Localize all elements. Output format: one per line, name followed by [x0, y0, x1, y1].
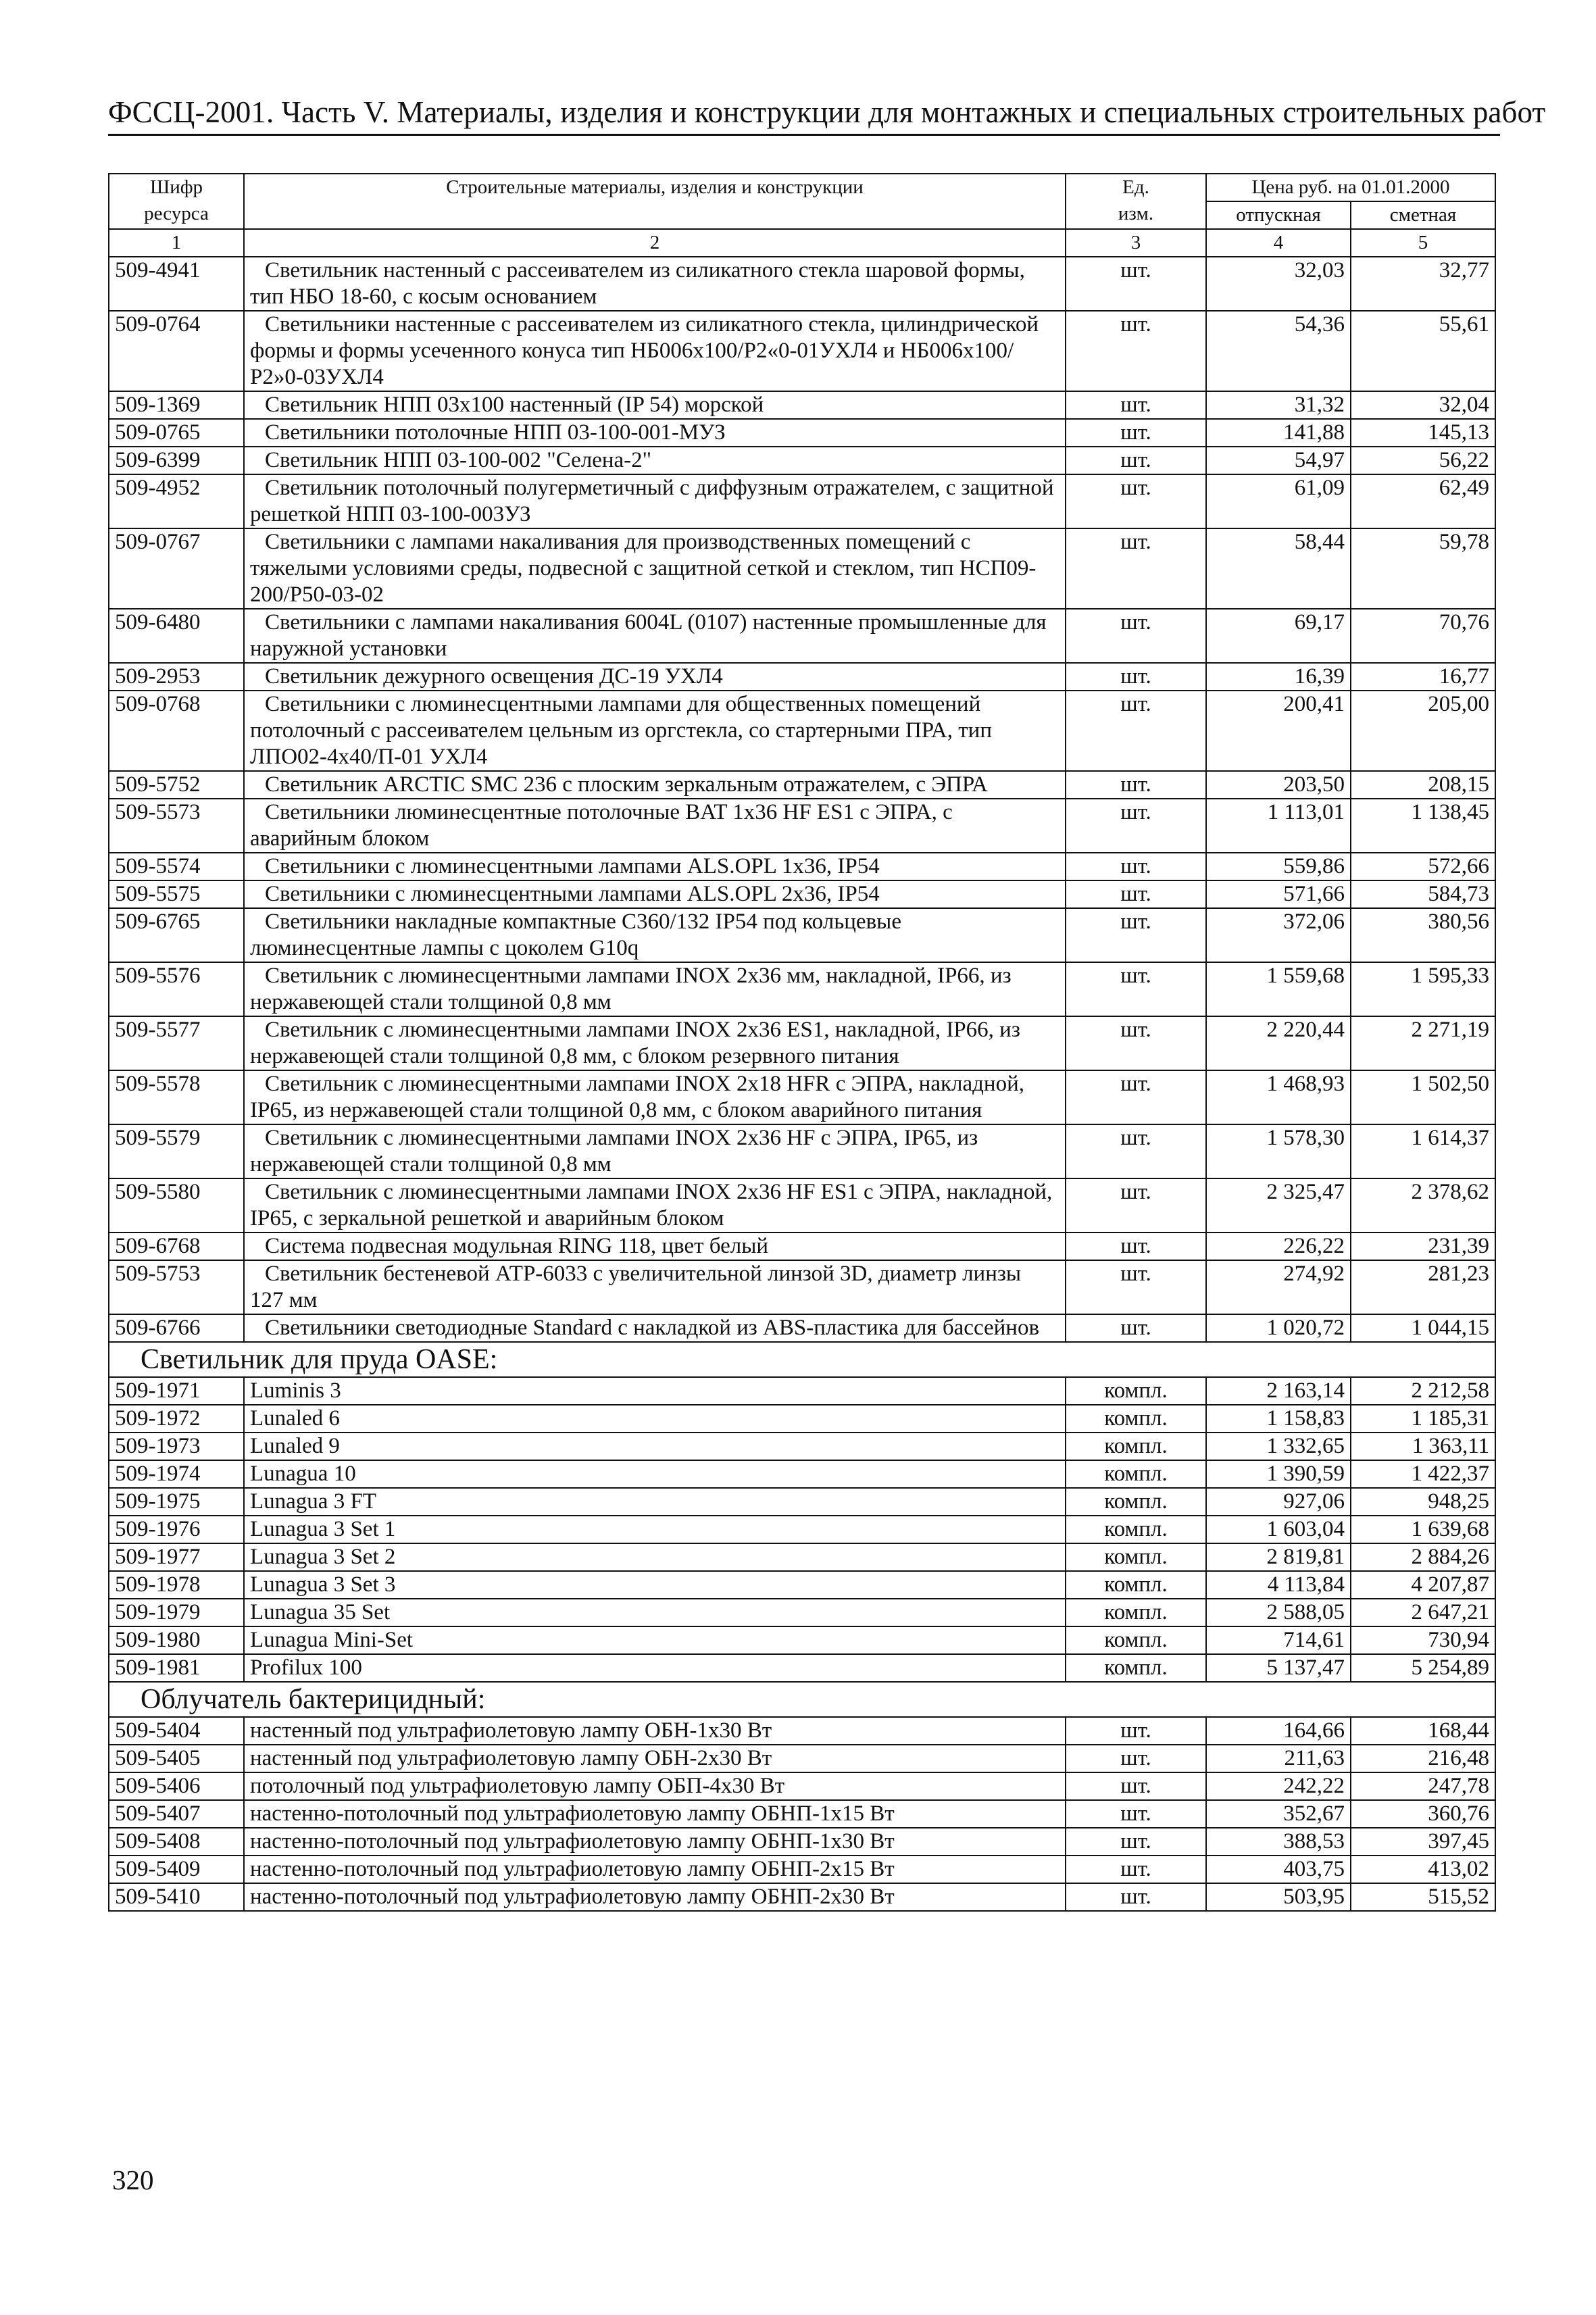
page-number: 320	[112, 2164, 154, 2195]
unit-cell: шт.	[1066, 962, 1206, 1016]
header-unit-label: изм.	[1118, 203, 1154, 224]
release-price-cell: 2 325,47	[1206, 1178, 1351, 1233]
release-price-cell: 1 020,72	[1206, 1314, 1351, 1342]
resource-code-cell: 509-4941	[109, 257, 244, 311]
header-code-label: ресурса	[144, 203, 209, 224]
estimate-price-cell: 56,22	[1351, 447, 1495, 474]
table-row	[109, 1828, 1495, 1856]
unit-cell: компл.	[1066, 1654, 1206, 1682]
material-name-cell: Светильник с люминесцентными лампами INOX 2х36 HF ES1 с ЭПРА, накладной, IP65, с зеркальной решеткой и аварийным блоком	[244, 1178, 1066, 1233]
release-price-cell: 16,39	[1206, 663, 1351, 691]
release-price-cell: 31,32	[1206, 391, 1351, 419]
estimate-price-cell: 380,56	[1351, 908, 1495, 962]
resource-code-cell: 509-6766	[109, 1314, 244, 1342]
table-row	[109, 691, 1495, 771]
material-name-cell: Светильник ARCTIC SMC 236 с плоским зеркальным отражателем, с ЭПРА	[244, 771, 1066, 799]
unit-cell: шт.	[1066, 1233, 1206, 1260]
release-price-cell: 242,22	[1206, 1772, 1351, 1800]
column-number: 4	[1206, 229, 1351, 257]
release-price-cell: 1 390,59	[1206, 1460, 1351, 1488]
price-table	[108, 173, 1496, 1912]
resource-code-cell: 509-5405	[109, 1745, 244, 1772]
estimate-price-cell: 397,45	[1351, 1828, 1495, 1856]
estimate-price-cell: 205,00	[1351, 691, 1495, 771]
resource-code-cell: 509-5576	[109, 962, 244, 1016]
release-price-cell: 1 113,01	[1206, 799, 1351, 853]
resource-code-cell: 509-1975	[109, 1488, 244, 1516]
material-name-cell: Светильник с люминесцентными лампами INOX 2х36 ES1, накладной, IP66, из нержавеющей стали толщиной 0,8 мм, с блоком резервного питания	[244, 1016, 1066, 1070]
table-row	[109, 1717, 1495, 1745]
resource-code-cell: 509-5574	[109, 853, 244, 880]
estimate-price-cell: 1 502,50	[1351, 1070, 1495, 1124]
table-row	[109, 311, 1495, 391]
unit-cell: шт.	[1066, 391, 1206, 419]
resource-code-cell: 509-5578	[109, 1070, 244, 1124]
unit-cell: шт.	[1066, 663, 1206, 691]
resource-code-cell: 509-0765	[109, 419, 244, 447]
unit-cell: компл.	[1066, 1599, 1206, 1626]
material-name-cell: настенный под ультрафиолетовую лампу ОБН-1х30 Вт	[244, 1717, 1066, 1745]
unit-cell: компл.	[1066, 1377, 1206, 1405]
resource-code-cell: 509-5753	[109, 1260, 244, 1314]
material-name-cell: Profilux 100	[244, 1654, 1066, 1682]
resource-code-cell: 509-0768	[109, 691, 244, 771]
unit-cell: шт.	[1066, 799, 1206, 853]
material-name-cell: Светильники потолочные НПП 03-100-001-МУЗ	[244, 419, 1066, 447]
table-row	[109, 609, 1495, 663]
release-price-cell: 274,92	[1206, 1260, 1351, 1314]
estimate-price-cell: 2 271,19	[1351, 1016, 1495, 1070]
unit-cell: компл.	[1066, 1571, 1206, 1599]
estimate-price-cell: 16,77	[1351, 663, 1495, 691]
resource-code-cell: 509-0767	[109, 528, 244, 609]
estimate-price-cell: 572,66	[1351, 853, 1495, 880]
resource-code-cell: 509-5579	[109, 1124, 244, 1178]
resource-code-cell: 509-1980	[109, 1626, 244, 1654]
release-price-cell: 2 588,05	[1206, 1599, 1351, 1626]
resource-code-cell: 509-5752	[109, 771, 244, 799]
unit-cell: шт.	[1066, 1314, 1206, 1342]
resource-code-cell: 509-1974	[109, 1460, 244, 1488]
release-price-cell: 559,86	[1206, 853, 1351, 880]
resource-code-cell: 509-5404	[109, 1717, 244, 1745]
table-row	[109, 1745, 1495, 1772]
section-row	[109, 1342, 1495, 1377]
material-name-cell: Светильник потолочный полугерметичный с диффузным отражателем, с защитной решеткой НПП 03-100-003УЗ	[244, 474, 1066, 528]
release-price-cell: 2 819,81	[1206, 1543, 1351, 1571]
estimate-price-cell: 413,02	[1351, 1856, 1495, 1883]
table-row	[109, 1070, 1495, 1124]
resource-code-cell: 509-1971	[109, 1377, 244, 1405]
release-price-cell: 927,06	[1206, 1488, 1351, 1516]
estimate-price-cell: 1 614,37	[1351, 1124, 1495, 1178]
estimate-price-cell: 59,78	[1351, 528, 1495, 609]
table-row	[109, 1433, 1495, 1460]
material-name-cell: настенно-потолочный под ультрафиолетовую лампу ОБНП-2х15 Вт	[244, 1856, 1066, 1883]
release-price-cell: 69,17	[1206, 609, 1351, 663]
material-name-cell: Светильник настенный с рассеивателем из силикатного стекла шаровой формы, тип НБО 18-60, с косым основанием	[244, 257, 1066, 311]
estimate-price-cell: 2 884,26	[1351, 1543, 1495, 1571]
table-row	[109, 1460, 1495, 1488]
unit-cell: шт.	[1066, 474, 1206, 528]
estimate-price-cell: 168,44	[1351, 1717, 1495, 1745]
material-name-cell: Светильник с люминесцентными лампами INOX 2х18 HFR с ЭПРА, накладной, IP65, из нержавеющей стали толщиной 0,8 мм, с блоком аварийного питания	[244, 1070, 1066, 1124]
table-row	[109, 528, 1495, 609]
table-row	[109, 1856, 1495, 1883]
table-row	[109, 771, 1495, 799]
resource-code-cell: 509-5409	[109, 1856, 244, 1883]
material-name-cell: Lunaled 9	[244, 1433, 1066, 1460]
release-price-cell: 1 158,83	[1206, 1405, 1351, 1433]
estimate-price-cell: 2 647,21	[1351, 1599, 1495, 1626]
resource-code-cell: 509-6768	[109, 1233, 244, 1260]
table-row	[109, 1883, 1495, 1911]
release-price-cell: 1 332,65	[1206, 1433, 1351, 1460]
release-price-cell: 4 113,84	[1206, 1571, 1351, 1599]
release-price-cell: 203,50	[1206, 771, 1351, 799]
unit-cell: компл.	[1066, 1488, 1206, 1516]
material-name-cell: Lunagua 3 Set 2	[244, 1543, 1066, 1571]
release-price-cell: 1 603,04	[1206, 1516, 1351, 1543]
estimate-price-cell: 1 422,37	[1351, 1460, 1495, 1488]
table-row	[109, 391, 1495, 419]
table-row	[109, 908, 1495, 962]
material-name-cell: настенно-потолочный под ультрафиолетовую лампу ОБНП-1х30 Вт	[244, 1828, 1066, 1856]
estimate-price-cell: 4 207,87	[1351, 1571, 1495, 1599]
release-price-cell: 200,41	[1206, 691, 1351, 771]
unit-cell: шт.	[1066, 1178, 1206, 1233]
unit-cell: шт.	[1066, 1717, 1206, 1745]
table-row	[109, 1016, 1495, 1070]
estimate-price-cell: 1 363,11	[1351, 1433, 1495, 1460]
material-name-cell: Светильники светодиодные Standard с накладкой из ABS-пластика для бассейнов	[244, 1314, 1066, 1342]
release-price-cell: 2 220,44	[1206, 1016, 1351, 1070]
material-name-cell: Светильники с лампами накаливания 6004L (0107) настенные промышленные для наружной установки	[244, 609, 1066, 663]
unit-cell: шт.	[1066, 1745, 1206, 1772]
release-price-cell: 1 559,68	[1206, 962, 1351, 1016]
section-title: Облучатель бактерицидный:	[109, 1682, 1495, 1717]
release-price-cell: 226,22	[1206, 1233, 1351, 1260]
resource-code-cell: 509-1981	[109, 1654, 244, 1682]
table-row	[109, 880, 1495, 908]
resource-code-cell: 509-0764	[109, 311, 244, 391]
material-name-cell: Светильник дежурного освещения ДС-19 УХЛ4	[244, 663, 1066, 691]
estimate-price-cell: 584,73	[1351, 880, 1495, 908]
table-row	[109, 1571, 1495, 1599]
release-price-cell: 1 468,93	[1206, 1070, 1351, 1124]
estimate-price-cell: 1 595,33	[1351, 962, 1495, 1016]
table-row	[109, 663, 1495, 691]
release-price-cell: 211,63	[1206, 1745, 1351, 1772]
table-row	[109, 1314, 1495, 1342]
estimate-price-cell: 1 639,68	[1351, 1516, 1495, 1543]
estimate-price-cell: 360,76	[1351, 1800, 1495, 1828]
header-price-cell: Цена руб. на 01.01.2000	[1206, 174, 1495, 201]
release-price-cell: 403,75	[1206, 1856, 1351, 1883]
unit-cell: компл.	[1066, 1460, 1206, 1488]
unit-cell: шт.	[1066, 1856, 1206, 1883]
material-name-cell: Светильники с лампами накаливания для производственных помещений с тяжелыми условиями среды, подвесной с защитной сеткой и стеклом, тип НСП09-200/Р50-03-02	[244, 528, 1066, 609]
unit-cell: шт.	[1066, 419, 1206, 447]
estimate-price-cell: 62,49	[1351, 474, 1495, 528]
estimate-price-cell: 55,61	[1351, 311, 1495, 391]
table-row	[109, 1260, 1495, 1314]
resource-code-cell: 509-1977	[109, 1543, 244, 1571]
resource-code-cell: 509-1979	[109, 1599, 244, 1626]
unit-cell: шт.	[1066, 1070, 1206, 1124]
release-price-cell: 352,67	[1206, 1800, 1351, 1828]
estimate-price-cell: 1 044,15	[1351, 1314, 1495, 1342]
material-name-cell: Светильники накладные компактные С360/132 IP54 под кольцевые люминесцентные лампы с цоколем G10q	[244, 908, 1066, 962]
resource-code-cell: 509-1978	[109, 1571, 244, 1599]
table-row	[109, 853, 1495, 880]
unit-cell: шт.	[1066, 311, 1206, 391]
material-name-cell: Lunagua 3 FT	[244, 1488, 1066, 1516]
unit-cell: шт.	[1066, 691, 1206, 771]
table-row	[109, 799, 1495, 853]
unit-cell: шт.	[1066, 1016, 1206, 1070]
page-header: ФССЦ-2001. Часть V. Материалы, изделия и конструкции для монтажных и специальных строительных работ	[108, 93, 1500, 136]
table-row	[109, 1516, 1495, 1543]
header-unit-label: Ед.	[1122, 176, 1149, 198]
estimate-price-cell: 1 185,31	[1351, 1405, 1495, 1433]
release-price-cell: 2 163,14	[1206, 1377, 1351, 1405]
estimate-price-cell: 515,52	[1351, 1883, 1495, 1911]
header-name-cell: Строительные материалы, изделия и конструкции	[244, 174, 1066, 229]
unit-cell: шт.	[1066, 880, 1206, 908]
resource-code-cell: 509-5580	[109, 1178, 244, 1233]
resource-code-cell: 509-1972	[109, 1405, 244, 1433]
table-row	[109, 1654, 1495, 1682]
table-row	[109, 1377, 1495, 1405]
estimate-price-cell: 730,94	[1351, 1626, 1495, 1654]
resource-code-cell: 509-5407	[109, 1800, 244, 1828]
release-price-cell: 503,95	[1206, 1883, 1351, 1911]
material-name-cell: Светильник с люминесцентными лампами INOX 2х36 HF с ЭПРА, IP65, из нержавеющей стали толщиной 0,8 мм	[244, 1124, 1066, 1178]
table-row	[109, 1405, 1495, 1433]
resource-code-cell: 509-5577	[109, 1016, 244, 1070]
table-row	[109, 1800, 1495, 1828]
header-code-cell	[109, 174, 244, 229]
resource-code-cell: 509-5410	[109, 1883, 244, 1911]
unit-cell: шт.	[1066, 528, 1206, 609]
table-row	[109, 962, 1495, 1016]
column-number-row	[109, 229, 1495, 257]
release-price-cell: 1 578,30	[1206, 1124, 1351, 1178]
resource-code-cell: 509-6399	[109, 447, 244, 474]
table-row	[109, 1178, 1495, 1233]
release-price-cell: 388,53	[1206, 1828, 1351, 1856]
estimate-price-cell: 5 254,89	[1351, 1654, 1495, 1682]
release-price-cell: 714,61	[1206, 1626, 1351, 1654]
column-number: 3	[1066, 229, 1206, 257]
unit-cell: шт.	[1066, 1124, 1206, 1178]
unit-cell: шт.	[1066, 1828, 1206, 1856]
release-price-cell: 61,09	[1206, 474, 1351, 528]
resource-code-cell: 509-5573	[109, 799, 244, 853]
material-name-cell: Светильник НПП 03-100-002 "Селена-2"	[244, 447, 1066, 474]
estimate-price-cell: 32,77	[1351, 257, 1495, 311]
table-row	[109, 474, 1495, 528]
table-row	[109, 1124, 1495, 1178]
table-row	[109, 1233, 1495, 1260]
material-name-cell: Светильники с люминесцентными лампами ALS.OPL 2х36, IP54	[244, 880, 1066, 908]
resource-code-cell: 509-6480	[109, 609, 244, 663]
unit-cell: шт.	[1066, 1800, 1206, 1828]
header-code-label: Шифр	[149, 176, 203, 198]
material-name-cell: Lunaled 6	[244, 1405, 1066, 1433]
material-name-cell: Светильник бестеневой АТР-6033 с увеличительной линзой 3D, диаметр линзы 127 мм	[244, 1260, 1066, 1314]
material-name-cell: настенно-потолочный под ультрафиолетовую лампу ОБНП-1х15 Вт	[244, 1800, 1066, 1828]
material-name-cell: Светильники с люминесцентными лампами для общественных помещений потолочный с рассеивателем цельным из оргстекла, со стартерными ПРА, тип ЛПО02-4х40/П-01 УХЛ4	[244, 691, 1066, 771]
table-row	[109, 1543, 1495, 1571]
column-number: 2	[244, 229, 1066, 257]
unit-cell: шт.	[1066, 1260, 1206, 1314]
resource-code-cell: 509-1973	[109, 1433, 244, 1460]
table-row	[109, 419, 1495, 447]
material-name-cell: Светильник с люминесцентными лампами INOX 2х36 мм, накладной, IP66, из нержавеющей стали толщиной 0,8 мм	[244, 962, 1066, 1016]
material-name-cell: Lunagua 10	[244, 1460, 1066, 1488]
unit-cell: шт.	[1066, 908, 1206, 962]
section-row	[109, 1682, 1495, 1717]
release-price-cell: 5 137,47	[1206, 1654, 1351, 1682]
table-row	[109, 1772, 1495, 1800]
unit-cell: шт.	[1066, 1883, 1206, 1911]
release-price-cell: 32,03	[1206, 257, 1351, 311]
material-name-cell: Lunagua 35 Set	[244, 1599, 1066, 1626]
price-table-body	[109, 174, 1495, 1911]
resource-code-cell: 509-5408	[109, 1828, 244, 1856]
header-unit-cell	[1066, 174, 1206, 229]
resource-code-cell: 509-6765	[109, 908, 244, 962]
section-title: Светильник для пруда OASE:	[109, 1342, 1495, 1377]
material-name-cell: Светильники с люминесцентными лампами ALS.OPL 1х36, IP54	[244, 853, 1066, 880]
table-row	[109, 1488, 1495, 1516]
unit-cell: шт.	[1066, 609, 1206, 663]
unit-cell: шт.	[1066, 447, 1206, 474]
header-estimate-cell: сметная	[1351, 201, 1495, 229]
estimate-price-cell: 208,15	[1351, 771, 1495, 799]
resource-code-cell: 509-1369	[109, 391, 244, 419]
material-name-cell: Светильники настенные с рассеивателем из силикатного стекла, цилиндрической формы и формы усеченного конуса тип НБ006х100/Р2«0-01УХЛ4 и НБ006х100/Р2»0-03УХЛ4	[244, 311, 1066, 391]
header-release-cell: отпускная	[1206, 201, 1351, 229]
release-price-cell: 372,06	[1206, 908, 1351, 962]
material-name-cell: Светильники люминесцентные потолочные BAT 1х36 HF ES1 с ЭПРА, с аварийным блоком	[244, 799, 1066, 853]
table-row	[109, 1599, 1495, 1626]
estimate-price-cell: 1 138,45	[1351, 799, 1495, 853]
estimate-price-cell: 2 378,62	[1351, 1178, 1495, 1233]
estimate-price-cell: 70,76	[1351, 609, 1495, 663]
table-header-row	[109, 174, 1495, 201]
release-price-cell: 164,66	[1206, 1717, 1351, 1745]
table-row	[109, 1626, 1495, 1654]
unit-cell: шт.	[1066, 257, 1206, 311]
unit-cell: компл.	[1066, 1516, 1206, 1543]
material-name-cell: настенно-потолочный под ультрафиолетовую лампу ОБНП-2х30 Вт	[244, 1883, 1066, 1911]
estimate-price-cell: 145,13	[1351, 419, 1495, 447]
estimate-price-cell: 32,04	[1351, 391, 1495, 419]
release-price-cell: 571,66	[1206, 880, 1351, 908]
material-name-cell: Lunagua Mini-Set	[244, 1626, 1066, 1654]
estimate-price-cell: 247,78	[1351, 1772, 1495, 1800]
estimate-price-cell: 281,23	[1351, 1260, 1495, 1314]
material-name-cell: Lunagua 3 Set 3	[244, 1571, 1066, 1599]
resource-code-cell: 509-5406	[109, 1772, 244, 1800]
material-name-cell: Lunagua 3 Set 1	[244, 1516, 1066, 1543]
resource-code-cell: 509-5575	[109, 880, 244, 908]
resource-code-cell: 509-4952	[109, 474, 244, 528]
estimate-price-cell: 231,39	[1351, 1233, 1495, 1260]
material-name-cell: Система подвесная модульная RING 118, цвет белый	[244, 1233, 1066, 1260]
unit-cell: компл.	[1066, 1626, 1206, 1654]
estimate-price-cell: 216,48	[1351, 1745, 1495, 1772]
release-price-cell: 54,36	[1206, 311, 1351, 391]
material-name-cell: потолочный под ультрафиолетовую лампу ОБП-4х30 Вт	[244, 1772, 1066, 1800]
unit-cell: компл.	[1066, 1543, 1206, 1571]
unit-cell: компл.	[1066, 1405, 1206, 1433]
release-price-cell: 141,88	[1206, 419, 1351, 447]
release-price-cell: 54,97	[1206, 447, 1351, 474]
column-number: 5	[1351, 229, 1495, 257]
unit-cell: шт.	[1066, 1772, 1206, 1800]
estimate-price-cell: 2 212,58	[1351, 1377, 1495, 1405]
material-name-cell: настенный под ультрафиолетовую лампу ОБН-2х30 Вт	[244, 1745, 1066, 1772]
table-row	[109, 447, 1495, 474]
estimate-price-cell: 948,25	[1351, 1488, 1495, 1516]
release-price-cell: 58,44	[1206, 528, 1351, 609]
unit-cell: шт.	[1066, 853, 1206, 880]
resource-code-cell: 509-1976	[109, 1516, 244, 1543]
column-number: 1	[109, 229, 244, 257]
resource-code-cell: 509-2953	[109, 663, 244, 691]
unit-cell: шт.	[1066, 771, 1206, 799]
unit-cell: компл.	[1066, 1433, 1206, 1460]
material-name-cell: Светильник НПП 03х100 настенный (IP 54) морской	[244, 391, 1066, 419]
material-name-cell: Luminis 3	[244, 1377, 1066, 1405]
table-row	[109, 257, 1495, 311]
